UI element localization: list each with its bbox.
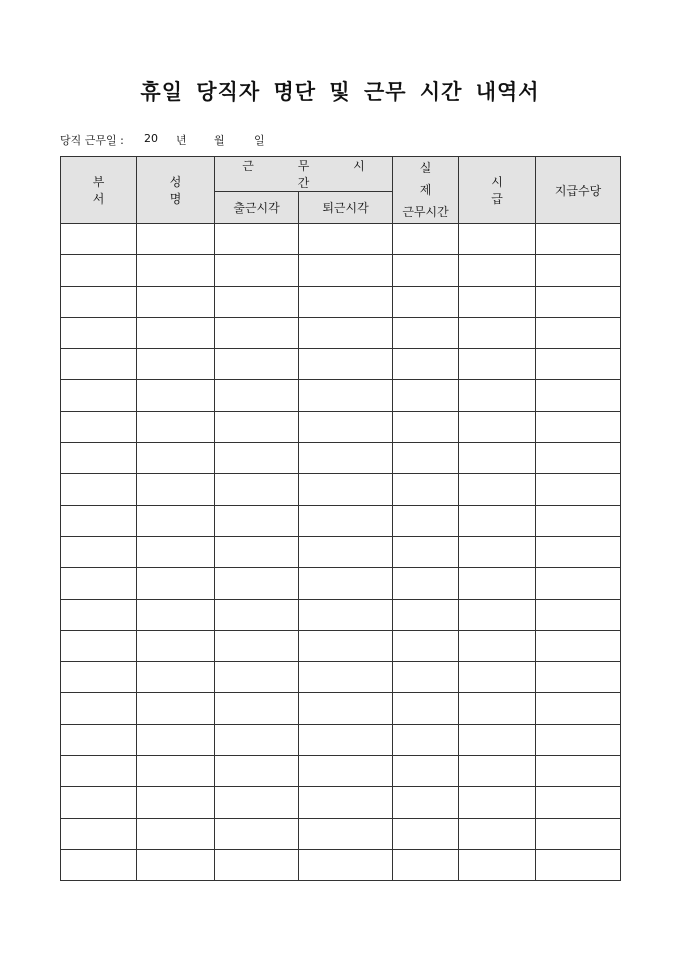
cell-name[interactable] <box>137 787 215 818</box>
cell-name[interactable] <box>137 630 215 661</box>
cell-clock-out[interactable] <box>299 380 393 411</box>
header-allowance: 지급수당 <box>536 157 621 224</box>
cell-hourly-wage[interactable] <box>459 818 536 849</box>
cell-allowance[interactable] <box>536 474 621 505</box>
cell-actual-work-time[interactable] <box>393 818 459 849</box>
cell-actual-work-time[interactable] <box>393 255 459 286</box>
cell-hourly-wage[interactable] <box>459 849 536 880</box>
cell-actual-work-time[interactable] <box>393 286 459 317</box>
cell-department[interactable] <box>61 818 137 849</box>
table-row <box>61 474 621 505</box>
cell-name[interactable] <box>137 599 215 630</box>
cell-department[interactable] <box>61 224 137 255</box>
cell-clock-in[interactable] <box>215 849 299 880</box>
header-clock-out: 퇴근시각 <box>299 192 393 224</box>
cell-clock-out[interactable] <box>299 818 393 849</box>
table-row <box>61 317 621 348</box>
cell-department[interactable] <box>61 286 137 317</box>
cell-name[interactable] <box>137 536 215 567</box>
cell-clock-out[interactable] <box>299 599 393 630</box>
cell-actual-work-time[interactable] <box>393 349 459 380</box>
cell-name[interactable] <box>137 849 215 880</box>
cell-clock-out[interactable] <box>299 724 393 755</box>
cell-actual-work-time[interactable] <box>393 536 459 567</box>
cell-clock-in[interactable] <box>215 224 299 255</box>
cell-hourly-wage[interactable] <box>459 443 536 474</box>
cell-name[interactable] <box>137 474 215 505</box>
header-actual-work-time <box>393 157 459 224</box>
cell-hourly-wage[interactable] <box>459 286 536 317</box>
cell-clock-in[interactable] <box>215 411 299 442</box>
cell-name[interactable] <box>137 756 215 787</box>
header-actual-line2: 근무시간 <box>402 205 449 219</box>
cell-hourly-wage[interactable] <box>459 787 536 818</box>
cell-clock-out[interactable] <box>299 349 393 380</box>
year-prefix: 20 <box>144 132 158 145</box>
header-actual-line1: 실 제 <box>419 161 450 197</box>
cell-clock-out[interactable] <box>299 286 393 317</box>
cell-clock-out[interactable] <box>299 849 393 880</box>
cell-clock-in[interactable] <box>215 505 299 536</box>
cell-clock-in[interactable] <box>215 787 299 818</box>
cell-department[interactable] <box>61 693 137 724</box>
cell-department[interactable] <box>61 724 137 755</box>
cell-actual-work-time[interactable] <box>393 849 459 880</box>
cell-hourly-wage[interactable] <box>459 411 536 442</box>
cell-clock-out[interactable] <box>299 317 393 348</box>
cell-clock-in[interactable] <box>215 630 299 661</box>
cell-department[interactable] <box>61 662 137 693</box>
cell-allowance[interactable] <box>536 536 621 567</box>
cell-name[interactable] <box>137 349 215 380</box>
cell-clock-out[interactable] <box>299 536 393 567</box>
cell-hourly-wage[interactable] <box>459 474 536 505</box>
cell-clock-in[interactable] <box>215 756 299 787</box>
cell-department[interactable] <box>61 255 137 286</box>
header-name: 성 명 <box>137 157 215 224</box>
cell-name[interactable] <box>137 693 215 724</box>
cell-allowance[interactable] <box>536 224 621 255</box>
table-row <box>61 224 621 255</box>
cell-name[interactable] <box>137 662 215 693</box>
header-department: 부 서 <box>61 157 137 224</box>
cell-allowance[interactable] <box>536 349 621 380</box>
cell-hourly-wage[interactable] <box>459 662 536 693</box>
table-row <box>61 599 621 630</box>
cell-department[interactable] <box>61 349 137 380</box>
cell-clock-in[interactable] <box>215 255 299 286</box>
cell-name[interactable] <box>137 505 215 536</box>
cell-department[interactable] <box>61 568 137 599</box>
header-work-time: 근 무 시 간 <box>215 157 393 192</box>
table-row <box>61 411 621 442</box>
cell-actual-work-time[interactable] <box>393 662 459 693</box>
table-row <box>61 693 621 724</box>
cell-actual-work-time[interactable] <box>393 568 459 599</box>
cell-actual-work-time[interactable] <box>393 443 459 474</box>
cell-actual-work-time[interactable] <box>393 474 459 505</box>
cell-department[interactable] <box>61 536 137 567</box>
table-row <box>61 630 621 661</box>
month-unit: 월 <box>214 134 225 147</box>
cell-clock-out[interactable] <box>299 411 393 442</box>
cell-actual-work-time[interactable] <box>393 224 459 255</box>
table-row <box>61 443 621 474</box>
cell-clock-in[interactable] <box>215 380 299 411</box>
cell-allowance[interactable] <box>536 787 621 818</box>
cell-allowance[interactable] <box>536 599 621 630</box>
cell-hourly-wage[interactable] <box>459 380 536 411</box>
table-row <box>61 380 621 411</box>
cell-department[interactable] <box>61 317 137 348</box>
cell-allowance[interactable] <box>536 849 621 880</box>
table-row <box>61 349 621 380</box>
cell-name[interactable] <box>137 568 215 599</box>
header-clock-in: 출근시각 <box>215 192 299 224</box>
cell-actual-work-time[interactable] <box>393 756 459 787</box>
table-row <box>61 536 621 567</box>
cell-allowance[interactable] <box>536 693 621 724</box>
cell-allowance[interactable] <box>536 724 621 755</box>
cell-department[interactable] <box>61 380 137 411</box>
cell-actual-work-time[interactable] <box>393 693 459 724</box>
table-row <box>61 787 621 818</box>
cell-name[interactable] <box>137 443 215 474</box>
cell-clock-in[interactable] <box>215 693 299 724</box>
cell-name[interactable] <box>137 317 215 348</box>
cell-clock-out[interactable] <box>299 255 393 286</box>
cell-hourly-wage[interactable] <box>459 568 536 599</box>
cell-department[interactable] <box>61 630 137 661</box>
table-row <box>61 505 621 536</box>
cell-actual-work-time[interactable] <box>393 630 459 661</box>
duty-date-label: 당직 근무일 : <box>60 134 124 147</box>
cell-allowance[interactable] <box>536 380 621 411</box>
cell-clock-in[interactable] <box>215 724 299 755</box>
cell-actual-work-time[interactable] <box>393 724 459 755</box>
cell-department[interactable] <box>61 756 137 787</box>
cell-clock-out[interactable] <box>299 443 393 474</box>
cell-hourly-wage[interactable] <box>459 630 536 661</box>
cell-name[interactable] <box>137 380 215 411</box>
cell-hourly-wage[interactable] <box>459 599 536 630</box>
table-row <box>61 849 621 880</box>
cell-allowance[interactable] <box>536 630 621 661</box>
cell-hourly-wage[interactable] <box>459 349 536 380</box>
roster-body <box>61 224 621 881</box>
cell-clock-out[interactable] <box>299 505 393 536</box>
cell-clock-out[interactable] <box>299 568 393 599</box>
table-row <box>61 756 621 787</box>
table-row <box>61 255 621 286</box>
header-hourly-wage: 시 급 <box>459 157 536 224</box>
cell-clock-in[interactable] <box>215 474 299 505</box>
cell-allowance[interactable] <box>536 662 621 693</box>
cell-hourly-wage[interactable] <box>459 756 536 787</box>
year-unit: 년 <box>176 134 187 147</box>
cell-actual-work-time[interactable] <box>393 380 459 411</box>
cell-clock-in[interactable] <box>215 818 299 849</box>
cell-allowance[interactable] <box>536 286 621 317</box>
cell-name[interactable] <box>137 724 215 755</box>
cell-clock-out[interactable] <box>299 474 393 505</box>
day-unit: 일 <box>254 134 265 147</box>
cell-name[interactable] <box>137 411 215 442</box>
cell-actual-work-time[interactable] <box>393 505 459 536</box>
table-row <box>61 818 621 849</box>
cell-hourly-wage[interactable] <box>459 536 536 567</box>
cell-allowance[interactable] <box>536 756 621 787</box>
table-row <box>61 724 621 755</box>
cell-clock-out[interactable] <box>299 756 393 787</box>
duty-roster-table <box>60 156 621 881</box>
cell-name[interactable] <box>137 255 215 286</box>
cell-department[interactable] <box>61 599 137 630</box>
cell-allowance[interactable] <box>536 443 621 474</box>
cell-hourly-wage[interactable] <box>459 317 536 348</box>
cell-clock-in[interactable] <box>215 599 299 630</box>
cell-department[interactable] <box>61 849 137 880</box>
cell-hourly-wage[interactable] <box>459 224 536 255</box>
cell-department[interactable] <box>61 787 137 818</box>
document-title: 휴일 당직자 명단 및 근무 시간 내역서 <box>140 79 540 104</box>
cell-allowance[interactable] <box>536 818 621 849</box>
cell-allowance[interactable] <box>536 411 621 442</box>
cell-department[interactable] <box>61 443 137 474</box>
cell-department[interactable] <box>61 411 137 442</box>
cell-actual-work-time[interactable] <box>393 599 459 630</box>
cell-clock-out[interactable] <box>299 787 393 818</box>
cell-clock-in[interactable] <box>215 443 299 474</box>
cell-clock-in[interactable] <box>215 536 299 567</box>
cell-clock-out[interactable] <box>299 662 393 693</box>
cell-hourly-wage[interactable] <box>459 505 536 536</box>
cell-actual-work-time[interactable] <box>393 317 459 348</box>
cell-clock-in[interactable] <box>215 568 299 599</box>
cell-hourly-wage[interactable] <box>459 693 536 724</box>
cell-department[interactable] <box>61 474 137 505</box>
cell-clock-out[interactable] <box>299 630 393 661</box>
cell-actual-work-time[interactable] <box>393 787 459 818</box>
cell-clock-in[interactable] <box>215 317 299 348</box>
cell-clock-in[interactable] <box>215 286 299 317</box>
cell-name[interactable] <box>137 224 215 255</box>
cell-allowance[interactable] <box>536 255 621 286</box>
cell-clock-out[interactable] <box>299 224 393 255</box>
table-row <box>61 286 621 317</box>
cell-allowance[interactable] <box>536 568 621 599</box>
cell-allowance[interactable] <box>536 317 621 348</box>
cell-hourly-wage[interactable] <box>459 724 536 755</box>
cell-clock-in[interactable] <box>215 662 299 693</box>
cell-hourly-wage[interactable] <box>459 255 536 286</box>
cell-department[interactable] <box>61 505 137 536</box>
cell-actual-work-time[interactable] <box>393 411 459 442</box>
table-row <box>61 568 621 599</box>
cell-allowance[interactable] <box>536 505 621 536</box>
cell-clock-out[interactable] <box>299 693 393 724</box>
cell-clock-in[interactable] <box>215 349 299 380</box>
table-row <box>61 662 621 693</box>
cell-name[interactable] <box>137 818 215 849</box>
cell-name[interactable] <box>137 286 215 317</box>
